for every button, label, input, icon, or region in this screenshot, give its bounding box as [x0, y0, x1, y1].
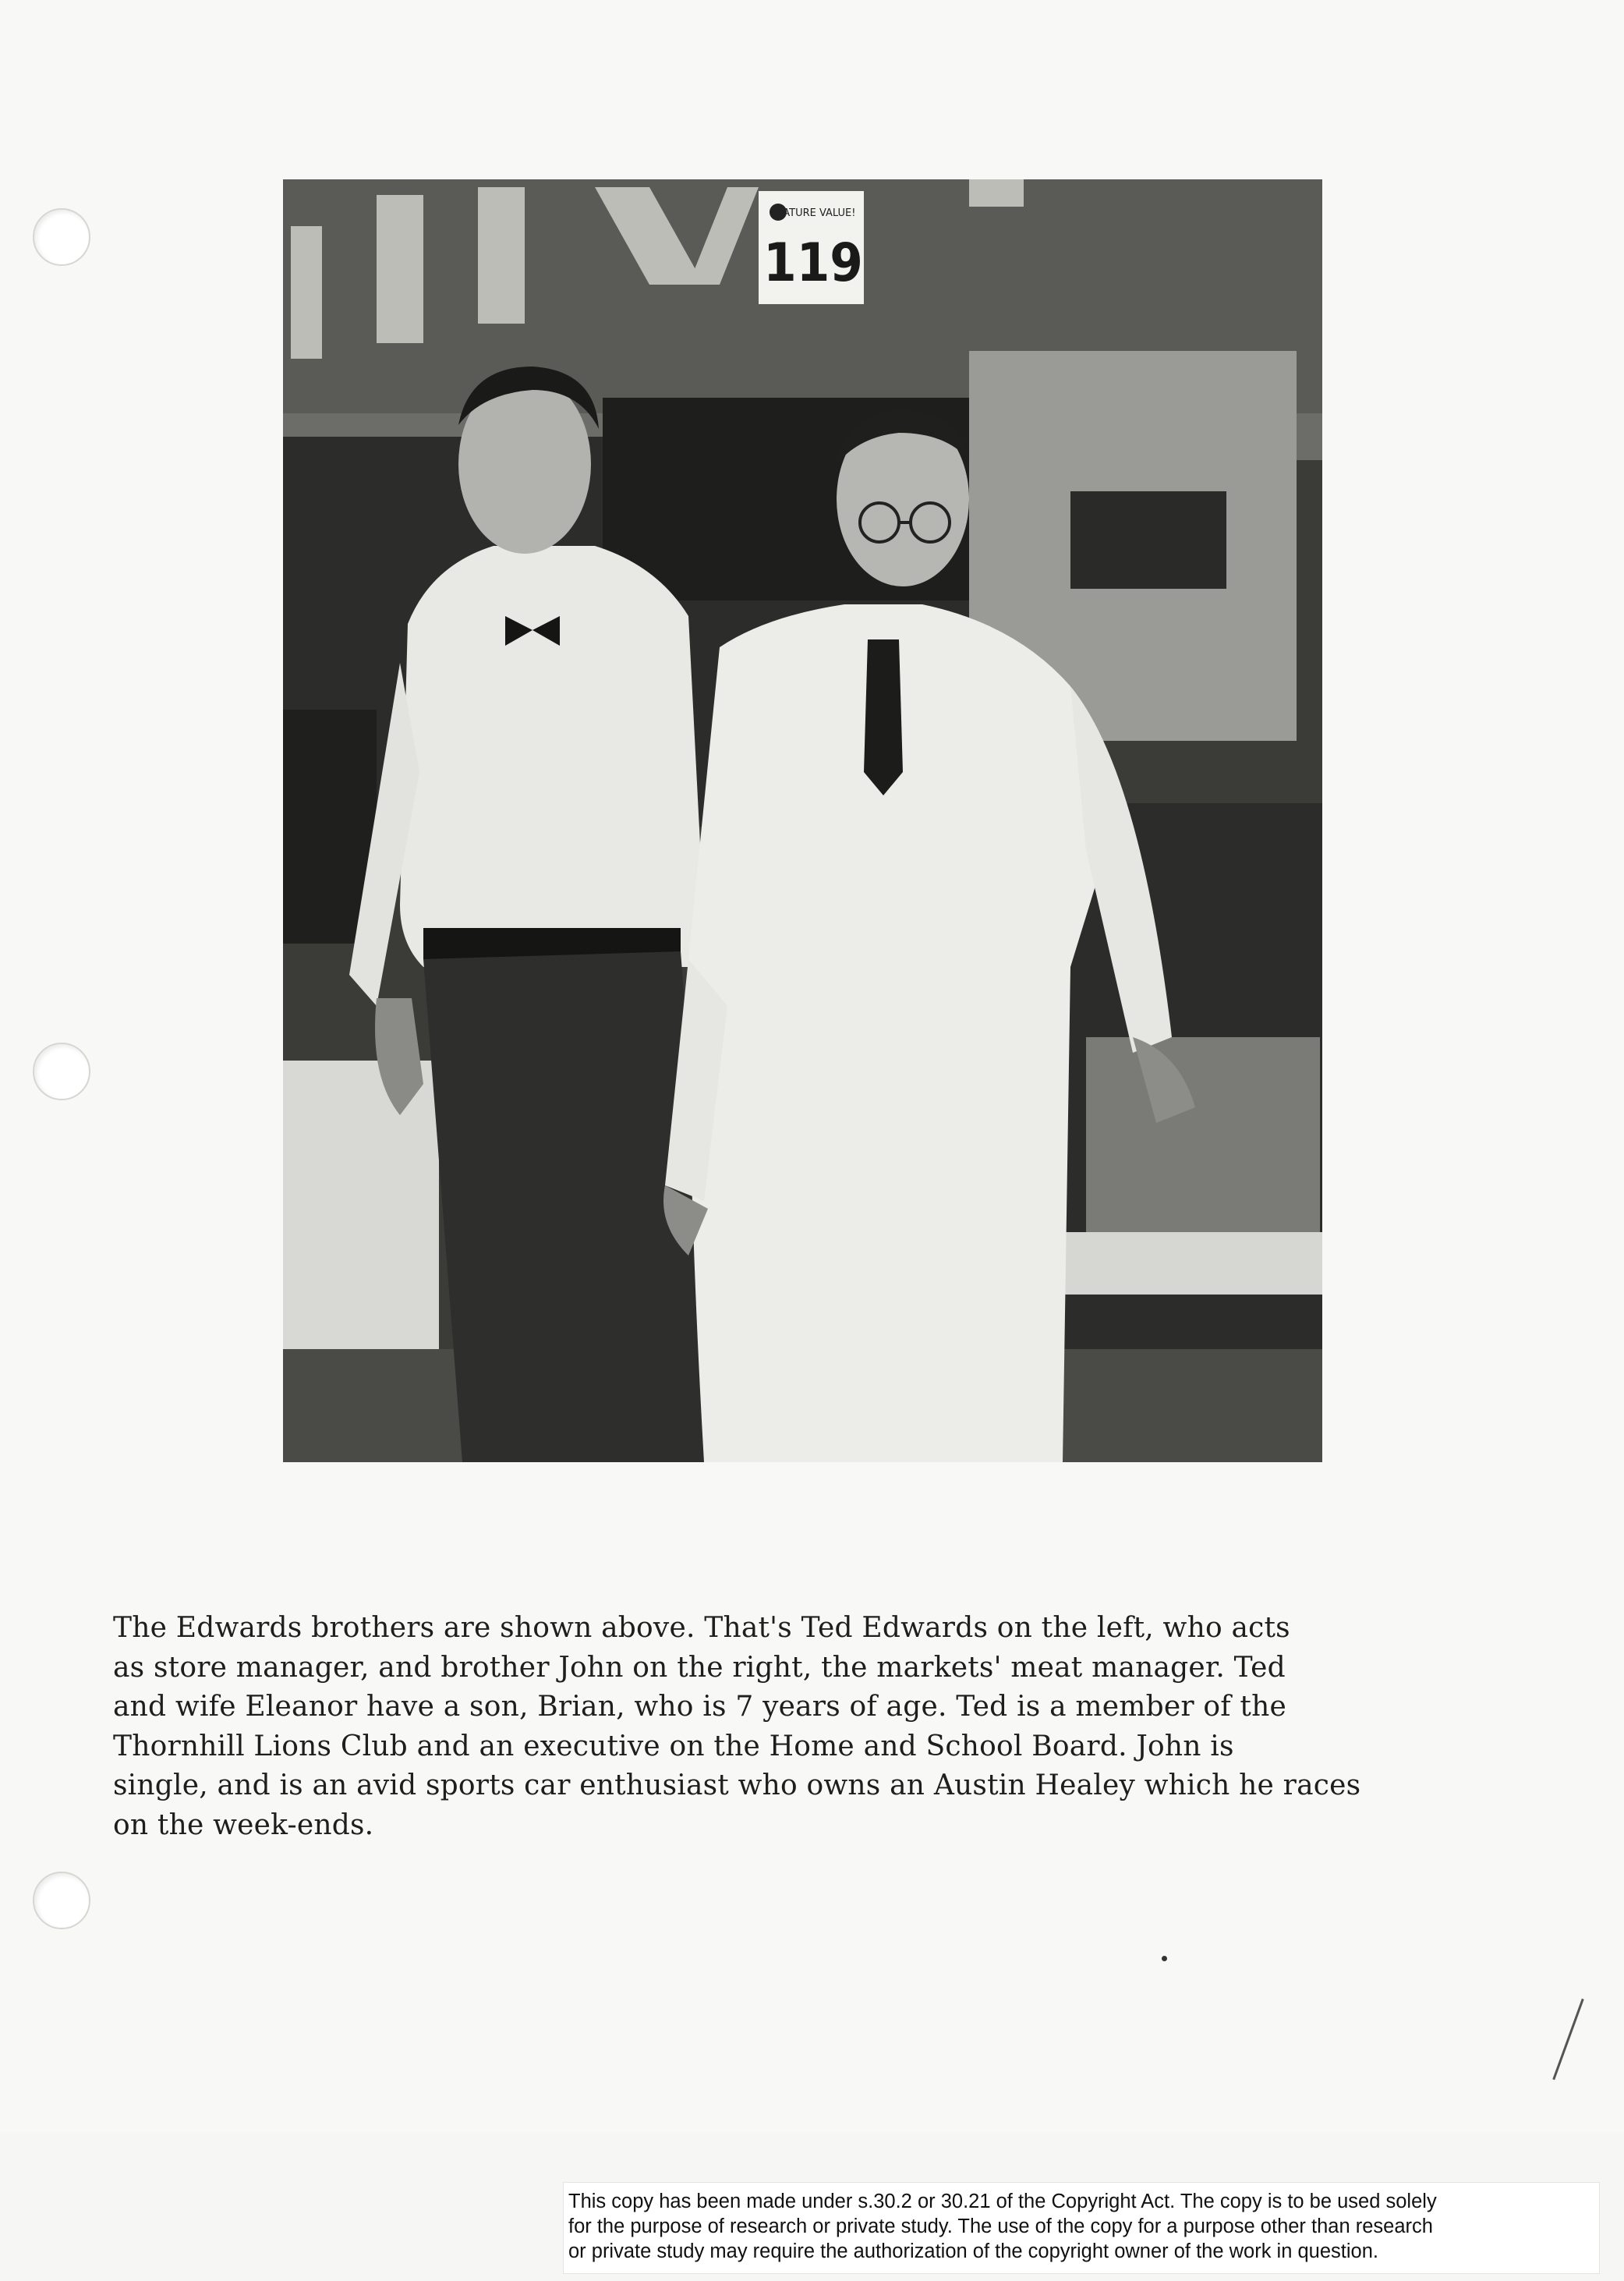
caption-line: and wife Eleanor have a son, Brian, who is 7 years of age. Ted is a member of the	[113, 1691, 1286, 1723]
copyright-line: or private study may require the authorization of the copyright owner of the work in question.	[568, 2240, 1378, 2262]
punch-hole-middle	[33, 1043, 90, 1100]
price-sign	[759, 191, 864, 304]
caption-line: Thornhill Lions Club and an executive on the Home and School Board. John is	[113, 1730, 1234, 1762]
copyright-notice	[563, 2182, 1600, 2274]
photo-caption	[113, 1609, 1579, 1845]
sign-feature-text: FEATURE VALUE!	[770, 207, 856, 219]
scan-mark	[1552, 1999, 1583, 2080]
caption-line: as store manager, and brother John on the right, the markets' meat manager. Ted	[113, 1651, 1286, 1684]
caption-line: on the week-ends.	[113, 1808, 374, 1841]
scan-mark	[1162, 1956, 1167, 1961]
caption-line: The Edwards brothers are shown above. That's Ted Edwards on the left, who acts	[113, 1612, 1290, 1644]
photo-illustration	[283, 179, 1322, 1462]
punch-hole-top	[33, 208, 90, 266]
sign-price-text: 119	[763, 232, 863, 294]
punch-hole-bottom	[33, 1872, 90, 1929]
copyright-line: This copy has been made under s.30.2 or 30.21 of the Copyright Act. The copy is to be used solely	[568, 2191, 1437, 2212]
caption-line: single, and is an avid sports car enthusiast who owns an Austin Healey which he races	[113, 1769, 1361, 1801]
copyright-line: for the purpose of research or private study. The use of the copy for a purpose other than research	[568, 2215, 1433, 2237]
edwards-brothers-photo	[283, 179, 1322, 1462]
